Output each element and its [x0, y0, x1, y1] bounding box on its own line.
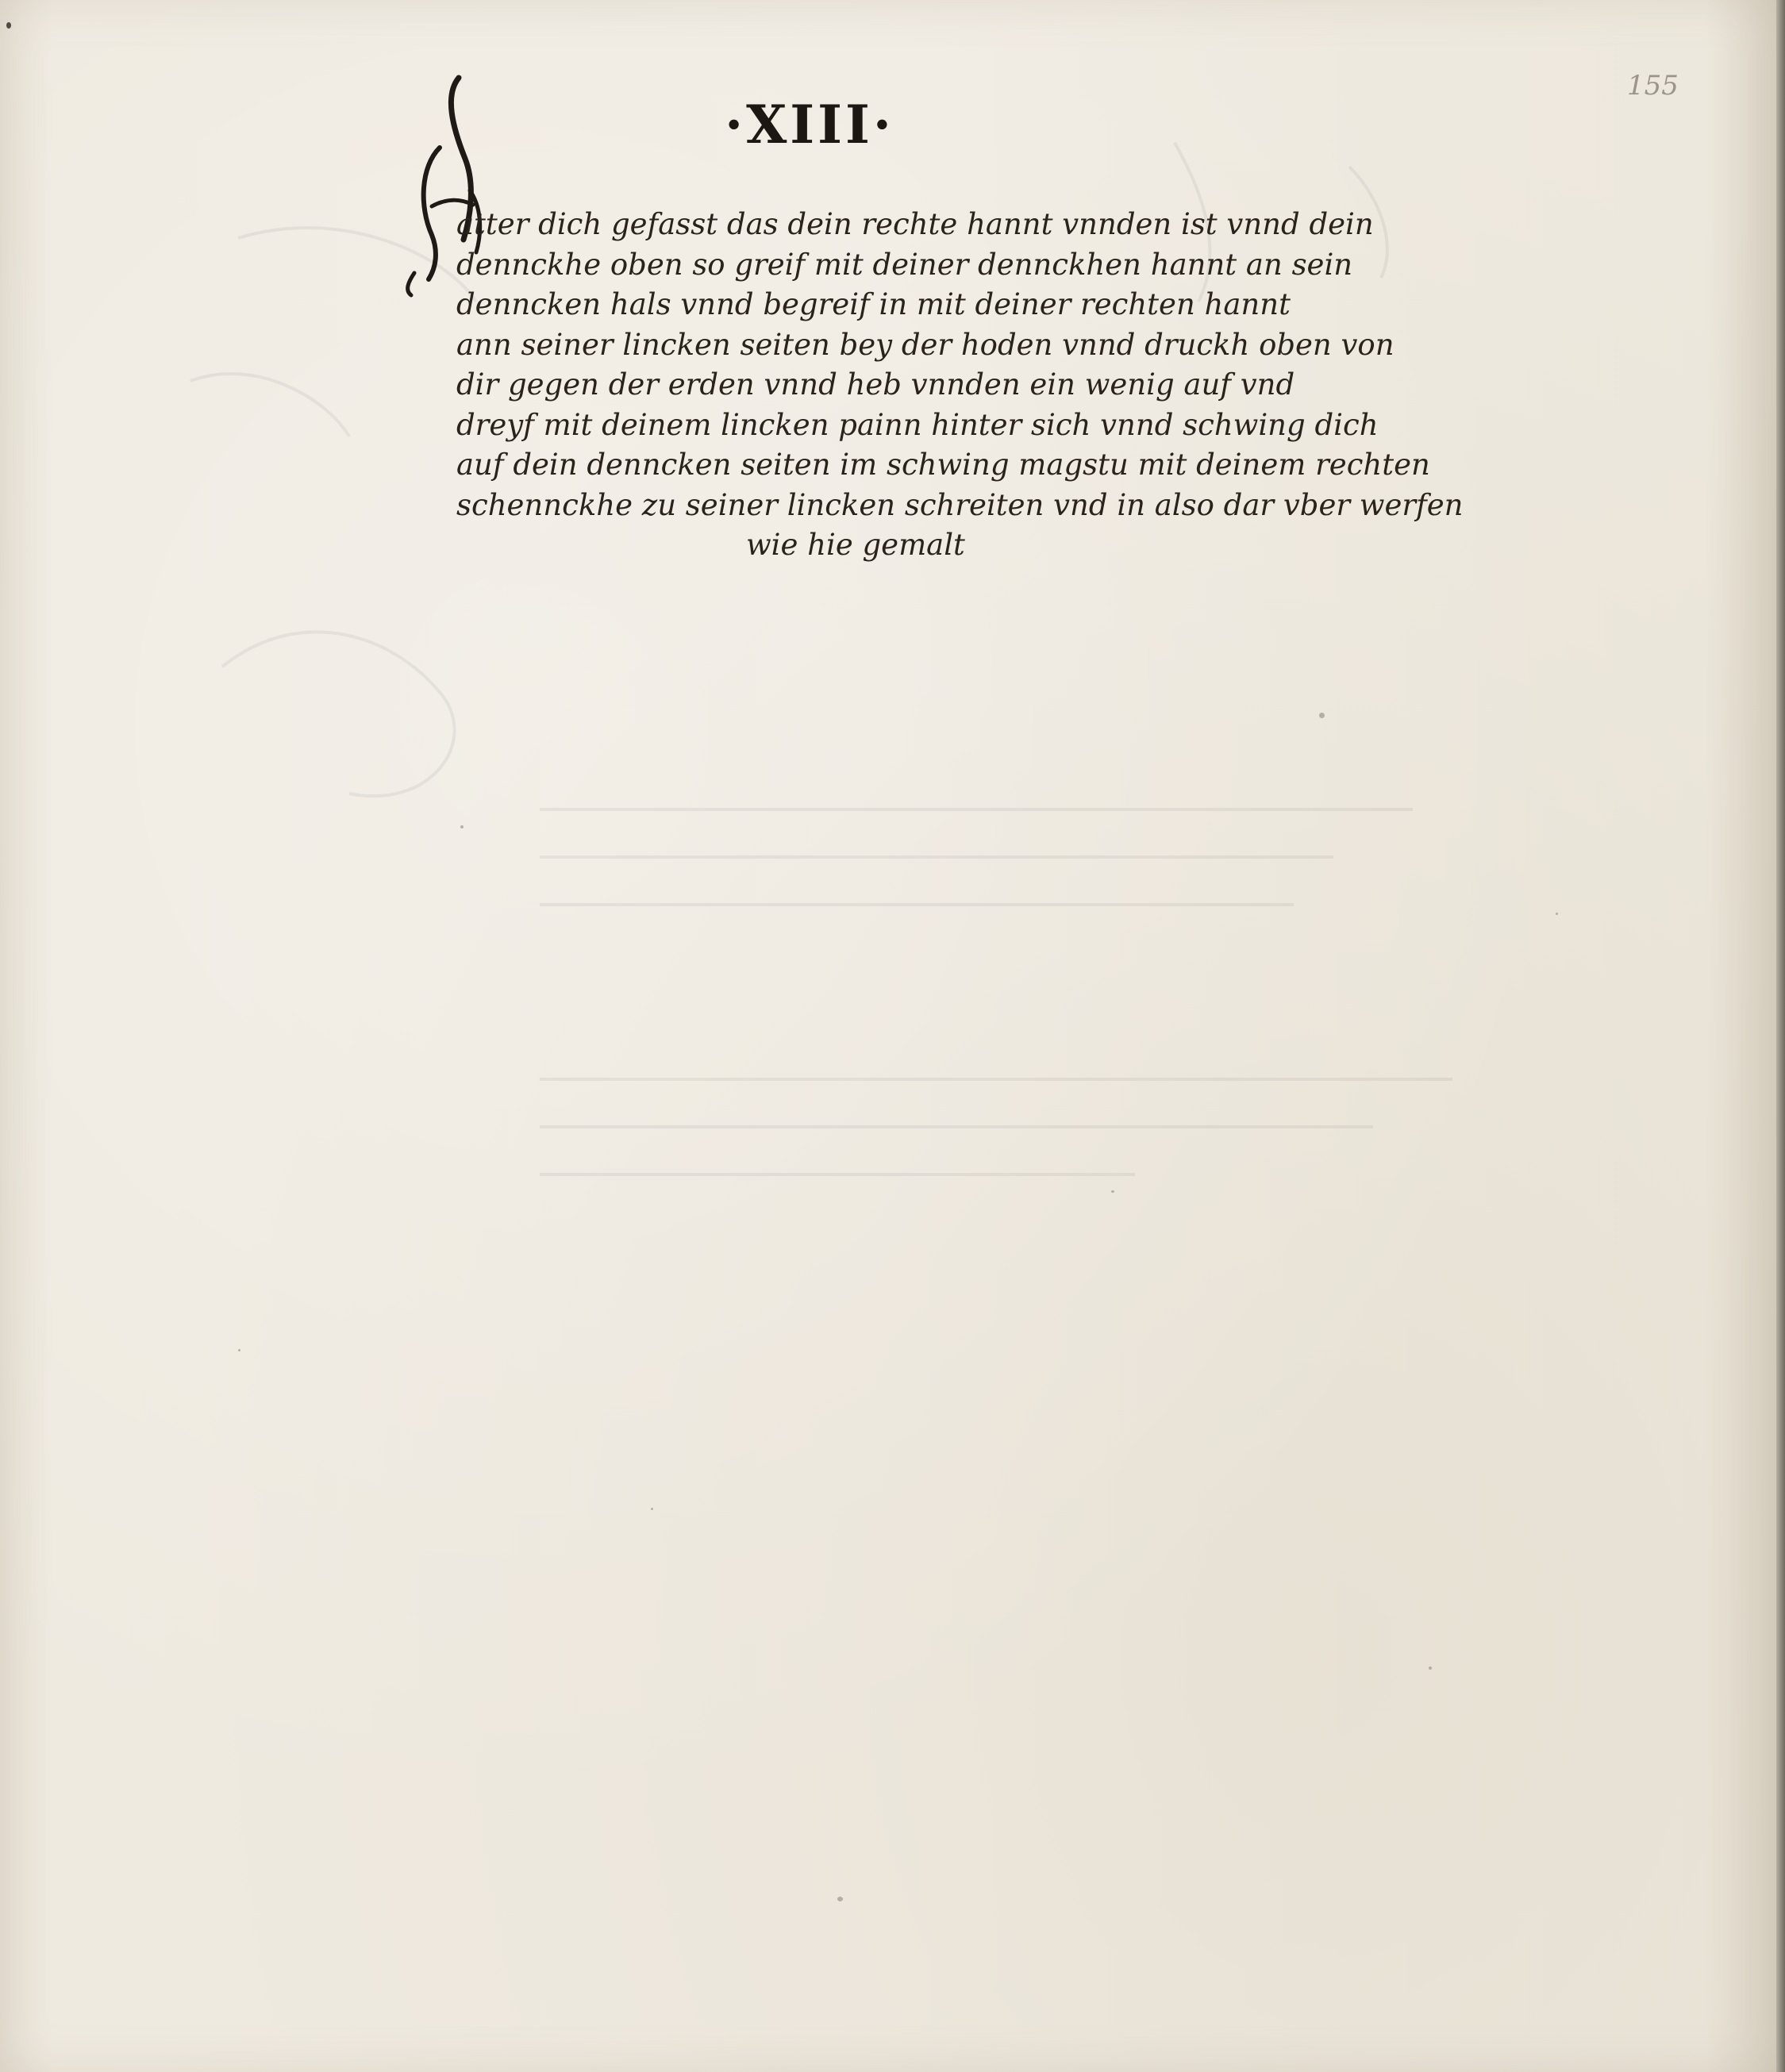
text-line: schennckhe zu seiner lincken schreiten vnd in also dar vber werfen: [456, 487, 1464, 522]
paper-speck: [460, 825, 464, 828]
page-edge: [1776, 0, 1785, 2072]
text-line: wie hie gemalt: [746, 528, 965, 562]
text-line: auf dein denncken seiten im schwing magstu mit deinem rechten: [456, 448, 1430, 482]
paper-speck: [651, 1508, 653, 1510]
folio-number: 155: [1627, 70, 1679, 102]
text-line: dir gegen der erden vnnd heb vnnden ein wenig auf vnd: [456, 367, 1295, 402]
paper-speck: [837, 1897, 843, 1901]
chapter-heading: ·XIII·: [725, 94, 894, 156]
paper-speck: [238, 1349, 240, 1351]
manuscript-text-block: [456, 205, 1568, 566]
text-line: atter dich gefasst das dein rechte hannt vnnden ist vnnd dein: [456, 207, 1374, 241]
paper-speck: [1319, 713, 1325, 718]
text-line: denncken hals vnnd begreif in mit deiner rechten hannt: [456, 287, 1291, 321]
paper-speck: [1556, 913, 1558, 915]
text-line: ann seiner lincken seiten bey der hoden vnnd druckh oben von: [456, 327, 1395, 362]
paper-speck: [1111, 1190, 1114, 1193]
paper-speck: [1429, 1666, 1432, 1670]
paper-speck: [6, 22, 11, 29]
text-line: dreyf mit deinem lincken painn hinter sich vnnd schwing dich: [456, 407, 1379, 442]
text-line: dennckhe oben so greif mit deiner dennckhen hannt an sein: [456, 247, 1353, 282]
